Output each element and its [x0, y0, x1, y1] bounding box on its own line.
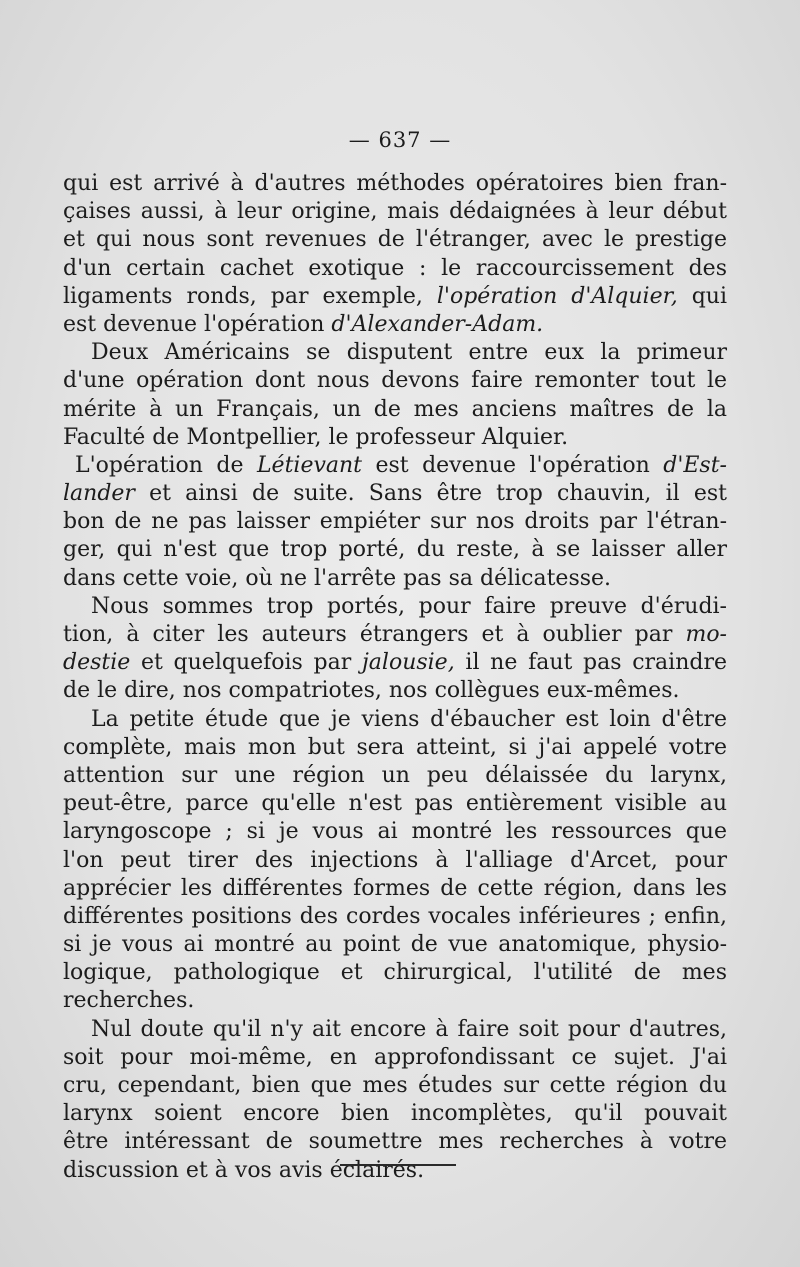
text-line: Faculté de Montpellier, le professeur Alquier. — [63, 424, 569, 450]
text-run: ligaments ronds, par exemple, — [63, 283, 437, 309]
text-line — [63, 311, 727, 339]
text-run: est devenue l'opération — [362, 452, 664, 478]
text-run: est devenue l'opération — [63, 311, 332, 337]
text-line — [63, 480, 727, 508]
italic-run: destie — [63, 650, 131, 676]
text-line: différentes positions des cordes vocales inférieures ; enfin, — [63, 903, 727, 929]
text-run: et quelquefois par — [130, 650, 362, 676]
text-line: apprécier les différentes formes de cette région, dans les — [63, 875, 727, 901]
text-line: et qui nous sont revenues de l'étranger, avec le prestige — [63, 227, 727, 253]
text-line: complète, mais mon but sera atteint, si j'ai appelé votre — [63, 734, 727, 760]
text-line: larynx soient encore bien incomplètes, qu'il pouvait — [63, 1101, 727, 1127]
text-line — [63, 649, 727, 677]
text-line: soit pour moi-même, en approfondissant ce sujet. J'ai — [63, 1044, 727, 1070]
text-line: cru, cependant, bien que mes études sur cette région du — [63, 1073, 727, 1098]
text-run: tion, à citer les auteurs étrangers et à oublier par — [63, 622, 686, 647]
text-line: bon de ne pas laisser empiéter sur nos droits par l'étran- — [63, 509, 727, 535]
text-line — [63, 621, 727, 649]
body-text — [63, 170, 727, 1185]
text-run: et ainsi de suite. Sans être trop chauvin, il est — [134, 481, 727, 507]
italic-run: Létievant — [256, 452, 363, 478]
italic-run: jalousie, — [361, 650, 455, 676]
text-line: mérite à un Français, un de mes anciens maîtres de la — [63, 396, 727, 422]
text-line: laryngoscope ; si je vous ai montré les ressources que — [63, 819, 727, 845]
text-line: d'un certain cachet exotique : le raccourcissement des — [63, 255, 727, 281]
text-line: logique, pathologique et chirurgical, l'utilité de mes — [63, 960, 727, 986]
text-line: La petite étude que je viens d'ébaucher est loin d'être — [91, 706, 727, 732]
text-line: Nul doute qu'il n'y ait encore à faire soit pour d'autres, — [91, 1016, 727, 1042]
italic-run: lander — [63, 481, 135, 507]
text-line: de le dire, nos compatriotes, nos collègues eux-mêmes. — [63, 678, 680, 704]
page-number: — 637 — — [348, 128, 452, 152]
text-line: dans cette voie, où ne l'arrête pas sa délicatesse. — [63, 565, 612, 591]
text-line — [63, 452, 727, 480]
text-line: si je vous ai montré au point de vue anatomique, physio- — [63, 932, 727, 958]
text-line: être intéressant de soumettre mes recherches à votre — [63, 1129, 727, 1155]
italic-run: l'opération d'Alquier, — [436, 283, 678, 309]
text-run: il ne faut pas craindre — [454, 650, 727, 676]
text-run: L'opération de — [75, 452, 257, 478]
text-line: recherches. — [63, 988, 195, 1014]
text-line: l'on peut tirer des injections à l'alliage d'Arcet, pour — [63, 847, 727, 873]
italic-run: mo- — [685, 622, 727, 647]
text-line: Nous sommes trop portés, pour faire preuve d'érudi- — [91, 593, 727, 619]
text-line: qui est arrivé à d'autres méthodes opératoires bien fran- — [63, 171, 727, 196]
text-line: attention sur une région un peu délaissée du larynx, — [63, 762, 727, 788]
end-rule — [340, 1164, 456, 1166]
text-run: qui — [677, 283, 727, 309]
text-line — [63, 283, 727, 311]
italic-run: d'Alexander-Adam. — [331, 311, 544, 337]
text-line: discussion et à vos avis éclairés. — [63, 1157, 425, 1183]
text-line: Deux Américains se disputent entre eux la primeur — [91, 340, 727, 366]
italic-run: d'Est- — [663, 452, 727, 478]
text-line: d'une opération dont nous devons faire remonter tout le — [63, 368, 727, 394]
text-line: çaises aussi, à leur origine, mais dédaignées à leur début — [63, 199, 727, 225]
text-line: ger, qui n'est que trop porté, du reste, à se laisser aller — [63, 537, 727, 563]
text-line: peut-être, parce qu'elle n'est pas entièrement visible au — [63, 791, 727, 817]
